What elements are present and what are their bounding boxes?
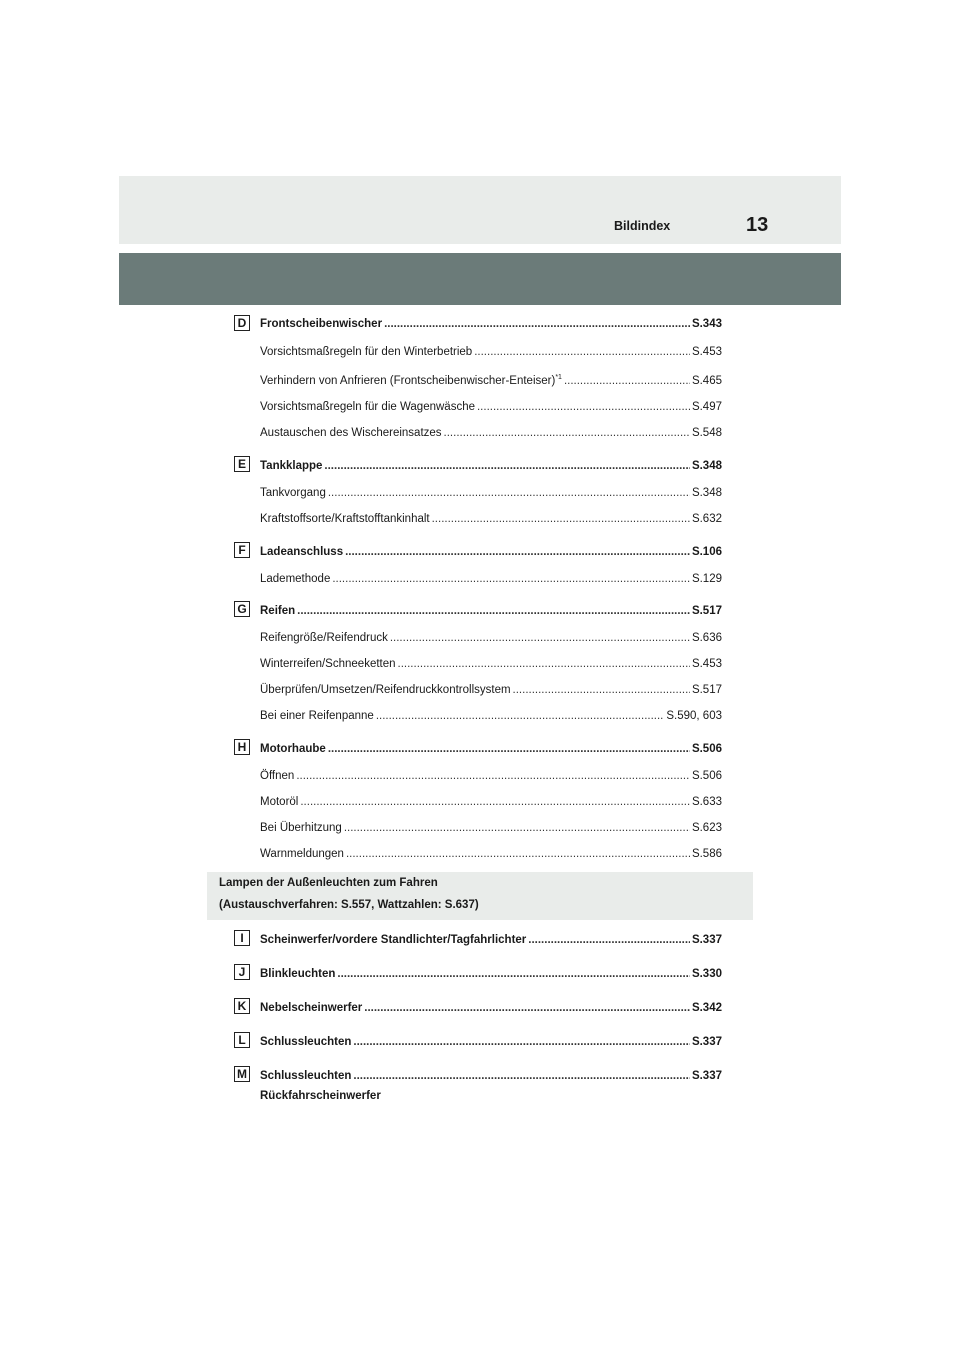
entry-page: S.129 <box>691 573 722 585</box>
entry-label: Tankklappe <box>260 460 323 472</box>
index-subentry[interactable] <box>260 632 722 648</box>
entry-page: S.633 <box>691 796 722 808</box>
entry-page: S.465 <box>691 375 722 387</box>
index-letter-j: J <box>234 964 250 980</box>
index-subentry[interactable] <box>260 573 722 589</box>
index-entry-reifen[interactable] <box>260 605 722 621</box>
index-subentry[interactable] <box>260 848 722 864</box>
entry-page: S.337 <box>691 934 722 946</box>
entry-page: S.106 <box>691 546 722 558</box>
entry-page: S.590, 603 <box>666 710 722 722</box>
entry-page: S.337 <box>691 1070 722 1082</box>
entry-extra-label: Rückfahrscheinwerfer <box>260 1090 381 1102</box>
entry-page: S.343 <box>691 318 722 330</box>
index-letter-f: F <box>234 542 250 558</box>
index-subentry[interactable] <box>260 684 722 700</box>
entry-label: Motorhaube <box>260 743 326 755</box>
index-subentry[interactable] <box>260 710 722 726</box>
entry-page: S.337 <box>691 1036 722 1048</box>
entry-label: Verhindern von Anfrieren (Frontscheibenwischer-Enteiser)$^{*1}$ <box>260 374 562 387</box>
entry-page: S.330 <box>691 968 722 980</box>
index-entry-tankklappe[interactable] <box>260 460 722 476</box>
entry-page: S.348 <box>691 460 722 472</box>
index-letter-h: H <box>234 739 250 755</box>
index-entry-schlussleuchten-2[interactable] <box>260 1070 722 1086</box>
entry-label: Öffnen <box>260 770 295 782</box>
entry-page: S.586 <box>691 848 722 860</box>
entry-label: Bei einer Reifenpanne <box>260 710 374 722</box>
index-letter-i: I <box>234 930 250 946</box>
index-subentry[interactable] <box>260 796 722 812</box>
index-letter-k: K <box>234 998 250 1014</box>
index-letter-g: G <box>234 601 250 617</box>
index-entry-frontscheibenwischer[interactable] <box>260 318 722 334</box>
entry-label: Winterreifen/Schneeketten <box>260 658 396 670</box>
entry-label: Schlussleuchten <box>260 1036 352 1048</box>
index-subentry[interactable] <box>260 822 722 838</box>
entry-label: Warnmeldungen <box>260 848 344 860</box>
index-subentry[interactable] <box>260 487 722 503</box>
entry-label: Austauschen des Wischereinsatzes <box>260 427 442 439</box>
entry-page: S.548 <box>691 427 722 439</box>
entry-label: Blinkleuchten <box>260 968 336 980</box>
entry-label: Nebelscheinwerfer <box>260 1002 363 1014</box>
entry-page: S.342 <box>691 1002 722 1014</box>
index-subentry[interactable] <box>260 658 722 674</box>
index-entry-nebelscheinwerfer[interactable] <box>260 1002 722 1018</box>
entry-page: S.517 <box>691 605 722 617</box>
index-subentry[interactable] <box>260 513 722 529</box>
entry-page: S.517 <box>691 684 722 696</box>
index-letter-d: D <box>234 315 250 331</box>
index-entry-scheinwerfer[interactable] <box>260 934 722 950</box>
section-title: Bildindex <box>614 219 671 233</box>
header-bar <box>119 176 841 244</box>
lamps-section-subtitle: (Austauschverfahren: S.557, Wattzahlen: S.637) <box>219 899 479 911</box>
entry-page: S.506 <box>691 743 722 755</box>
entry-label: Ladeanschluss <box>260 546 344 558</box>
entry-label: Frontscheibenwischer <box>260 318 383 330</box>
page-number: 13 <box>746 214 769 236</box>
entry-page: S.623 <box>691 822 722 834</box>
index-entry-blinkleuchten[interactable] <box>260 968 722 984</box>
footnote-marker: *1 <box>555 374 562 381</box>
index-letter-m: M <box>234 1066 250 1082</box>
index-entry-motorhaube[interactable] <box>260 743 722 759</box>
entry-label: Motoröl <box>260 796 299 808</box>
entry-label: Überprüfen/Umsetzen/Reifendruckkontrollsystem <box>260 684 511 696</box>
index-subentry[interactable] <box>260 427 722 443</box>
index-subentry[interactable] <box>260 346 722 362</box>
index-subentry[interactable] <box>260 374 722 390</box>
entry-page: S.453 <box>691 346 722 358</box>
entry-page: S.497 <box>691 401 722 413</box>
entry-page: S.348 <box>691 487 722 499</box>
entry-label: Reifen <box>260 605 296 617</box>
entry-label: Schlussleuchten <box>260 1070 352 1082</box>
entry-label: Kraftstoffsorte/Kraftstofftankinhalt <box>260 513 430 525</box>
entry-page: S.636 <box>691 632 722 644</box>
entry-label: Vorsichtsmaßregeln für den Winterbetrieb <box>260 346 473 358</box>
entry-page: S.453 <box>691 658 722 670</box>
index-entry-schlussleuchten[interactable] <box>260 1036 722 1052</box>
entry-label: Tankvorgang <box>260 487 326 499</box>
entry-label: Scheinwerfer/vordere Standlichter/Tagfahrlichter <box>260 934 527 946</box>
index-letter-e: E <box>234 456 250 472</box>
index-entry-ladeanschluss[interactable] <box>260 546 722 562</box>
entry-label: Reifengröße/Reifendruck <box>260 632 388 644</box>
entry-page: S.506 <box>691 770 722 782</box>
entry-label: Lademethode <box>260 573 331 585</box>
header-band <box>119 253 841 305</box>
index-subentry[interactable] <box>260 770 722 786</box>
lamps-section-title: Lampen der Außenleuchten zum Fahren <box>219 877 438 889</box>
index-subentry[interactable] <box>260 401 722 417</box>
entry-page: S.632 <box>691 513 722 525</box>
entry-label: Bei Überhitzung <box>260 822 342 834</box>
entry-label: Vorsichtsmaßregeln für die Wagenwäsche <box>260 401 475 413</box>
index-letter-l: L <box>234 1032 250 1048</box>
